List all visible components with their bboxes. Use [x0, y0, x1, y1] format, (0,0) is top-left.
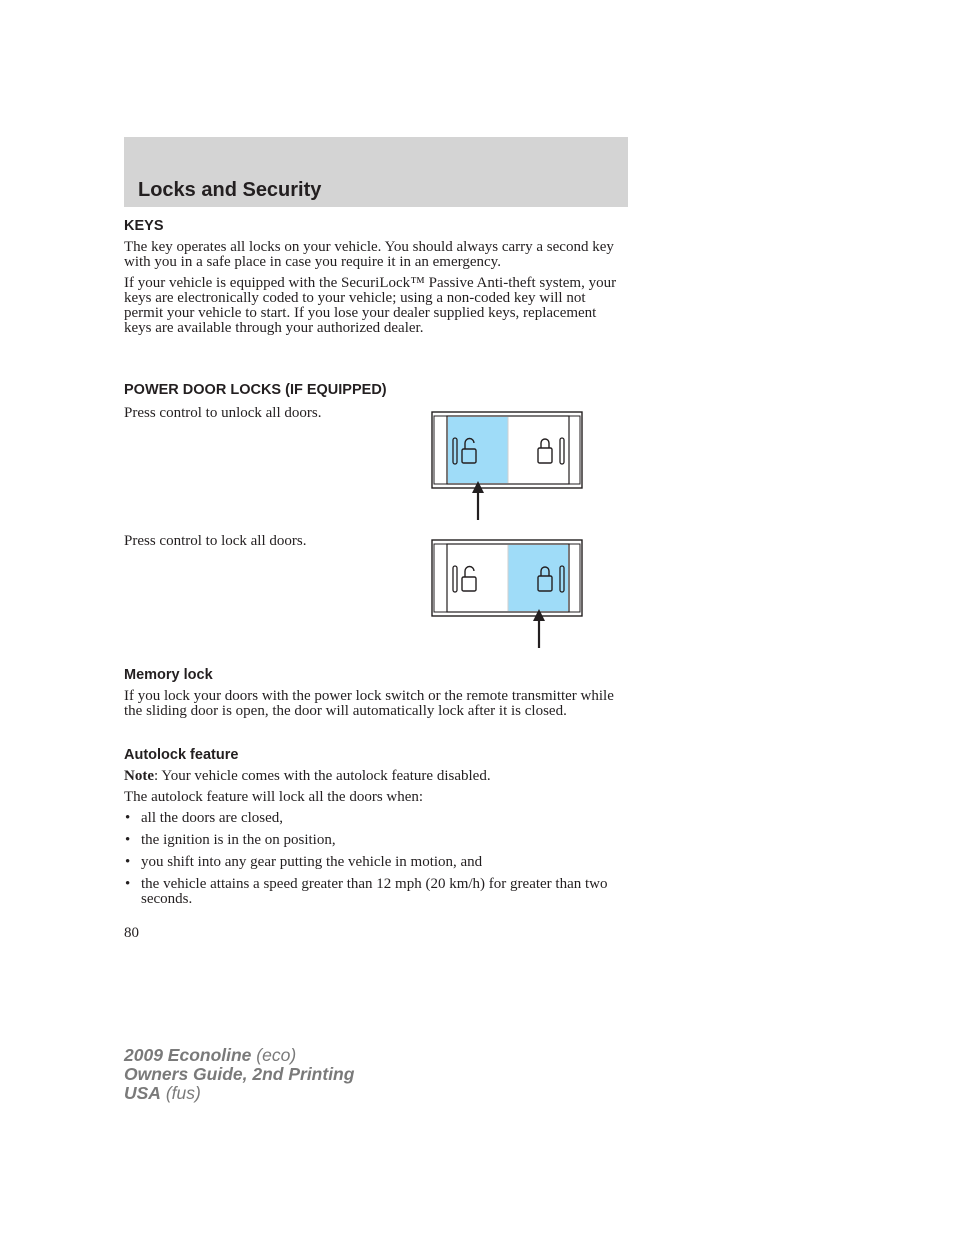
footer-line-2: Owners Guide, 2nd Printing — [124, 1064, 355, 1084]
bullet-icon: • — [125, 832, 131, 848]
autolock-conditions-list — [124, 811, 624, 907]
keys-paragraph-2: If your vehicle is equipped with the SecuriLock™ Passive Anti-theft system, your keys are electronically coded to your vehicle; using a non-coded key will not permit your vehicle to start. If you lose your dealer supplied keys, replacement keys are available through your authorized dealer. — [124, 275, 617, 336]
list-item: • the vehicle attains a speed greater than 12 mph (20 km/h) for greater than two seconds. — [125, 876, 608, 907]
section-title: Locks and Security — [138, 179, 322, 201]
lock-switch-diagram — [430, 538, 584, 650]
unlock-switch-diagram — [430, 410, 584, 522]
list-item: • the ignition is in the on position, — [125, 832, 336, 848]
memory-lock-heading: Memory lock — [124, 667, 213, 683]
document-footer — [124, 1046, 354, 1103]
autolock-section — [124, 747, 624, 914]
lock-instruction: Press control to lock all doors. — [124, 533, 307, 549]
autolock-heading: Autolock feature — [124, 747, 239, 763]
unlock-instruction: Press control to unlock all doors. — [124, 405, 322, 421]
bullet-icon: • — [125, 810, 131, 826]
keys-heading: KEYS — [124, 218, 164, 234]
section-header-band — [124, 137, 628, 207]
memory-lock-section — [124, 667, 624, 725]
autolock-intro: The autolock feature will lock all the doors when: — [124, 789, 424, 805]
footer-line-1: 2009 Econoline (eco) — [124, 1045, 297, 1065]
page-number: 80 — [124, 925, 139, 941]
memory-lock-paragraph: If you lock your doors with the power lock switch or the remote transmitter while the sliding door is open, the door will automatically lock after it is closed. — [124, 688, 614, 719]
note-label: Note — [124, 768, 154, 784]
autolock-note — [124, 769, 624, 784]
note-text: : Your vehicle comes with the autolock feature disabled. — [154, 768, 491, 784]
bullet-icon: • — [125, 854, 131, 870]
power-door-locks-heading: POWER DOOR LOCKS (IF EQUIPPED) — [124, 382, 387, 398]
footer-line-3: USA (fus) — [124, 1083, 201, 1103]
list-item: • you shift into any gear putting the vehicle in motion, and — [125, 854, 483, 870]
keys-paragraph-1: The key operates all locks on your vehicle. You should always carry a second key with you in a safe place in case you require it in an emergency. — [124, 239, 614, 270]
keys-section — [124, 218, 624, 342]
bullet-icon: • — [125, 876, 131, 892]
list-item: • all the doors are closed, — [125, 810, 284, 826]
